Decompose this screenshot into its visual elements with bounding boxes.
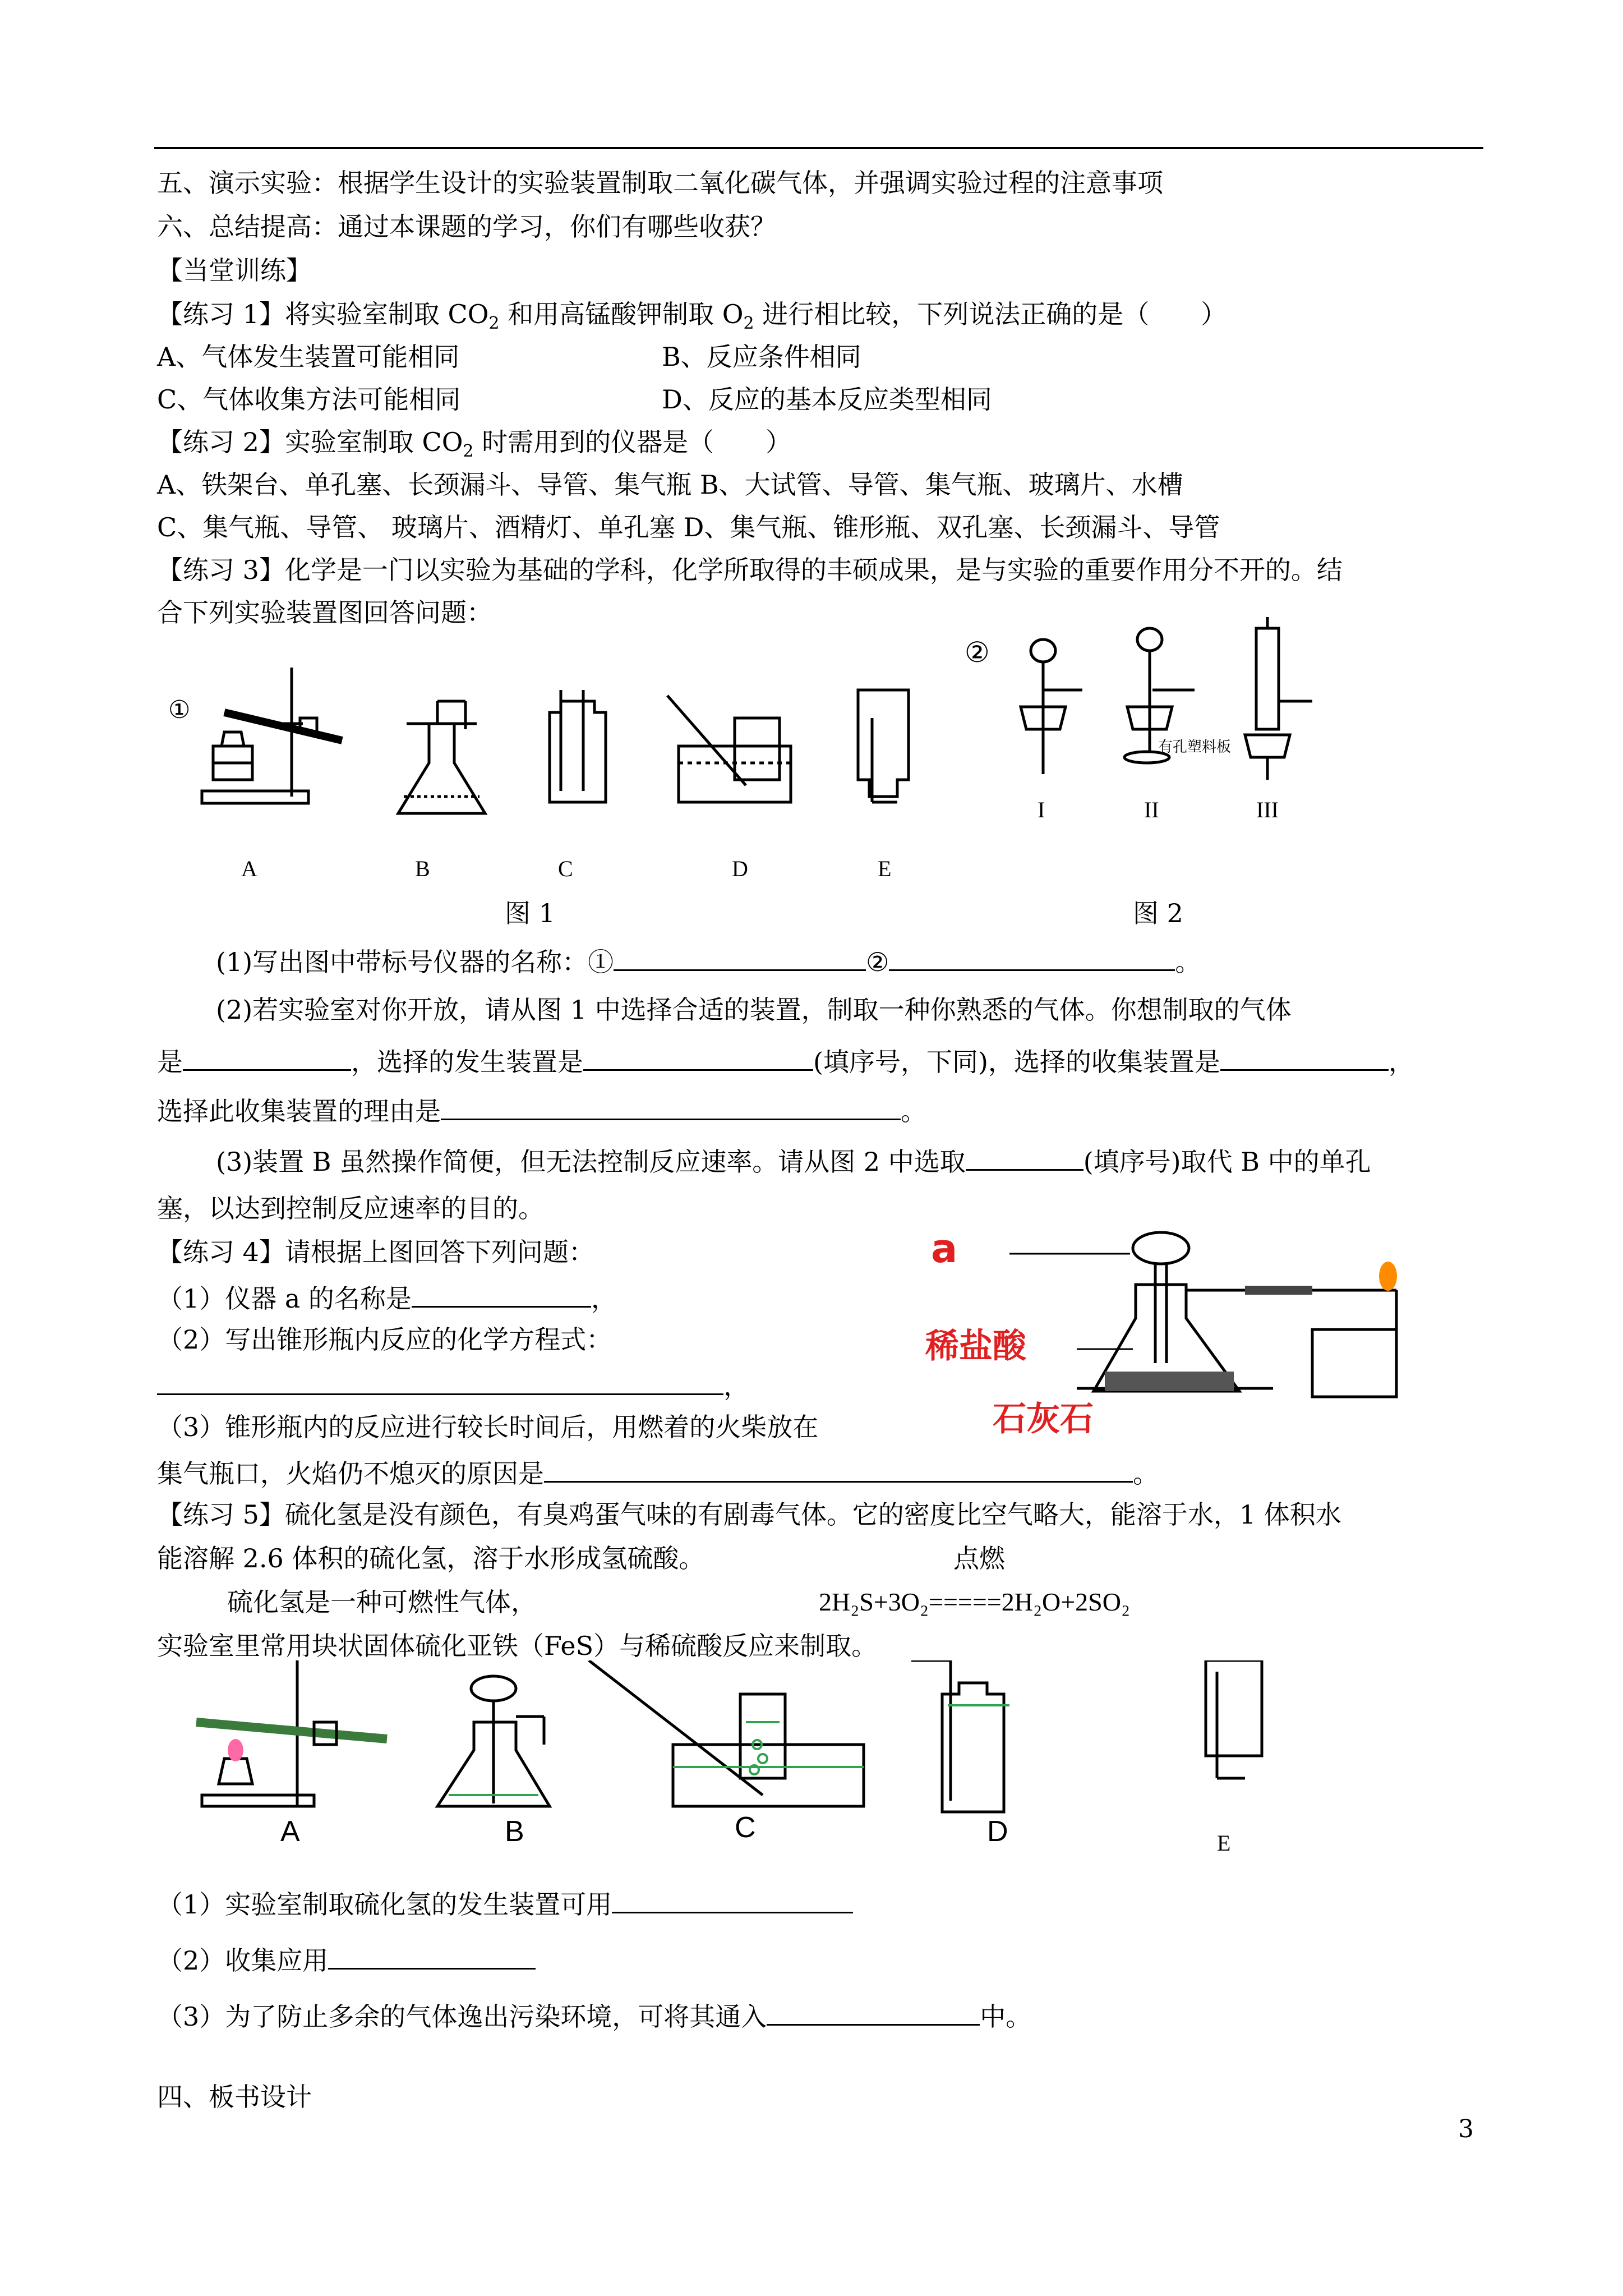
exercise-5-q1: （1）实验室制取硫化氢的发生装置可用 [157, 1885, 853, 1921]
dilute-hcl-label: 稀盐酸 [925, 1327, 1026, 1366]
exercise-5-flammable: 硫化氢是一种可燃性气体， [227, 1587, 537, 1617]
exercise-4-q3: （3）锥形瓶内的反应进行较长时间后，用燃着的火柴放在 [157, 1412, 819, 1442]
answer-blank[interactable] [544, 1454, 1133, 1483]
exercise-5-intro: 【练习 5】硫化氢是没有颜色，有臭鸡蛋气味的有剧毒气体。它的密度比空气略大，能溶于水，1 体积水 [157, 1499, 1341, 1530]
exercise-4-q2: （2）写出锥形瓶内反应的化学方程式： [157, 1324, 612, 1355]
fig5-label-c: C [735, 1811, 756, 1844]
fig1-label-a: A [241, 856, 257, 881]
fig1-label-e: E [878, 856, 892, 881]
reaction-condition: 点燃 [953, 1543, 1005, 1573]
answer-blank[interactable] [889, 942, 1175, 971]
figure-2-caption: 图 2 [1133, 898, 1183, 928]
exercise-4-q2-answer: ， [157, 1366, 749, 1403]
exercise-3-q3: (3)装置 B 虽然操作简便，但无法控制反应速率。请从图 2 中选取 (填序号)取代 B 中的单孔 [216, 1142, 1371, 1179]
combustion-equation: 2H₂S+3O₂=====2H₂O+2SO₂ [819, 1588, 1131, 1616]
exercise-3-intro: 【练习 3】化学是一门以实验为基础的学科，化学所取得的丰硕成果，是与实验的重要作用分不开的。结 [157, 555, 1343, 585]
fig2-label-i: I [1038, 797, 1045, 822]
figure-1-caption: 图 1 [505, 898, 555, 928]
section-six: 六、总结提高：通过本课题的学习，你们有哪些收获？ [157, 211, 776, 242]
fig2-label-iii: III [1256, 797, 1279, 822]
circle-label-1: ① [168, 696, 191, 724]
exercise-1-option-b: B、反应条件相同 [662, 342, 861, 372]
answer-blank[interactable] [583, 1042, 813, 1071]
fig5-label-b: B [505, 1815, 524, 1848]
exercise-1-option-c: C、气体收集方法可能相同 [157, 384, 461, 415]
section-four: 四、板书设计 [157, 2082, 312, 2112]
fig1-label-d: D [732, 856, 748, 881]
exercise-4-heading: 【练习 4】请根据上图回答下列问题： [157, 1237, 594, 1267]
page-number: 3 [1458, 2115, 1474, 2143]
figure-1-apparatus [157, 634, 998, 886]
exercise-1-option-a: A、气体发生装置可能相同 [157, 342, 460, 372]
exercise-3-q1: (1)写出图中带标号仪器的名称：① ② 。 [216, 942, 1201, 979]
exercise-4-apparatus [909, 1223, 1481, 1447]
answer-blank[interactable] [767, 1997, 980, 2026]
answer-blank[interactable] [183, 1042, 351, 1071]
exercise-5-q3: （3）为了防止多余的气体逸出污染环境，可将其通入 中。 [157, 1997, 1031, 2033]
exercise-5-q2: （2）收集应用 [157, 1941, 536, 1977]
exercise-3-q2-line3: 选择此收集装置的理由是 。 [157, 1092, 926, 1128]
answer-blank[interactable] [1220, 1042, 1389, 1071]
answer-blank[interactable] [612, 1885, 853, 1913]
fig5-label-e: E [1217, 1830, 1231, 1856]
answer-blank[interactable] [157, 1366, 723, 1395]
limestone-label: 石灰石 [993, 1400, 1094, 1439]
fig5-label-d: D [987, 1815, 1008, 1848]
exercise-4-q3-line2: 集气瓶口，火焰仍不熄灭的原因是 。 [157, 1454, 1159, 1490]
fig1-label-c: C [558, 856, 573, 881]
exercise-3-intro-cont: 合下列实验装置图回答问题： [157, 597, 492, 628]
exercise-3-q3-line2: 塞，以达到控制反应速率的目的。 [157, 1193, 544, 1223]
fig5-label-a: A [280, 1815, 300, 1848]
training-heading: 【当堂训练】 [157, 255, 312, 286]
exercise-1-question: 【练习 1】将实验室制取 $CO_2$ 和用高锰酸钾制取 $O_2$ 进行相比较，下列说法正确的是（ ） [157, 299, 1227, 334]
exercise-2-options-cd: C、集气瓶、导管、 玻璃片、酒精灯、单孔塞 D、集气瓶、锥形瓶、双孔塞、长颈漏斗、导管 [157, 512, 1220, 542]
exercise-2-options-ab: A、铁架台、单孔塞、长颈漏斗、导管、集气瓶 B、大试管、导管、集气瓶、玻璃片、水槽 [157, 470, 1183, 500]
answer-blank[interactable] [412, 1279, 591, 1308]
exercise-4-q1: （1）仪器 a 的名称是 ， [157, 1279, 617, 1315]
exercise-1-option-d: D、反应的基本反应类型相同 [662, 384, 992, 415]
figure-2-apparatus [965, 617, 1357, 830]
funnel-label-a: a [931, 1226, 958, 1272]
answer-blank[interactable] [614, 942, 866, 971]
exercise-3-q2-line2: 是 ，选择的发生装置是 (填序号，下同)，选择的收集装置是 ， [157, 1042, 1414, 1079]
exercise-3-q2: (2)若实验室对你开放，请从图 1 中选择合适的装置，制取一种你熟悉的气体。你想制取的气体 [216, 995, 1292, 1025]
answer-blank[interactable] [966, 1142, 1083, 1171]
answer-blank[interactable] [328, 1941, 536, 1970]
header-rule [154, 147, 1483, 149]
section-five: 五、演示实验：根据学生设计的实验装置制取二氧化碳气体，并强调实验过程的注意事项 [157, 168, 1163, 198]
answer-blank[interactable] [441, 1092, 901, 1120]
porous-plate-label: 有孔塑料板 [1158, 739, 1232, 756]
fig2-label-ii: II [1144, 797, 1159, 822]
fig1-label-b: B [415, 856, 430, 881]
circle-label-2: ② [965, 636, 990, 669]
exercise-5-preparation: 实验室里常用块状固体硫化亚铁（FeS）与稀硫酸反应来制取。 [157, 1631, 878, 1661]
exercise-2-question: 【练习 2】实验室制取 $CO_2$ 时需用到的仪器是（ ） [157, 427, 792, 462]
exercise-5-intro-cont: 能溶解 2.6 体积的硫化氢，溶于水形成氢硫酸。 [157, 1543, 705, 1573]
